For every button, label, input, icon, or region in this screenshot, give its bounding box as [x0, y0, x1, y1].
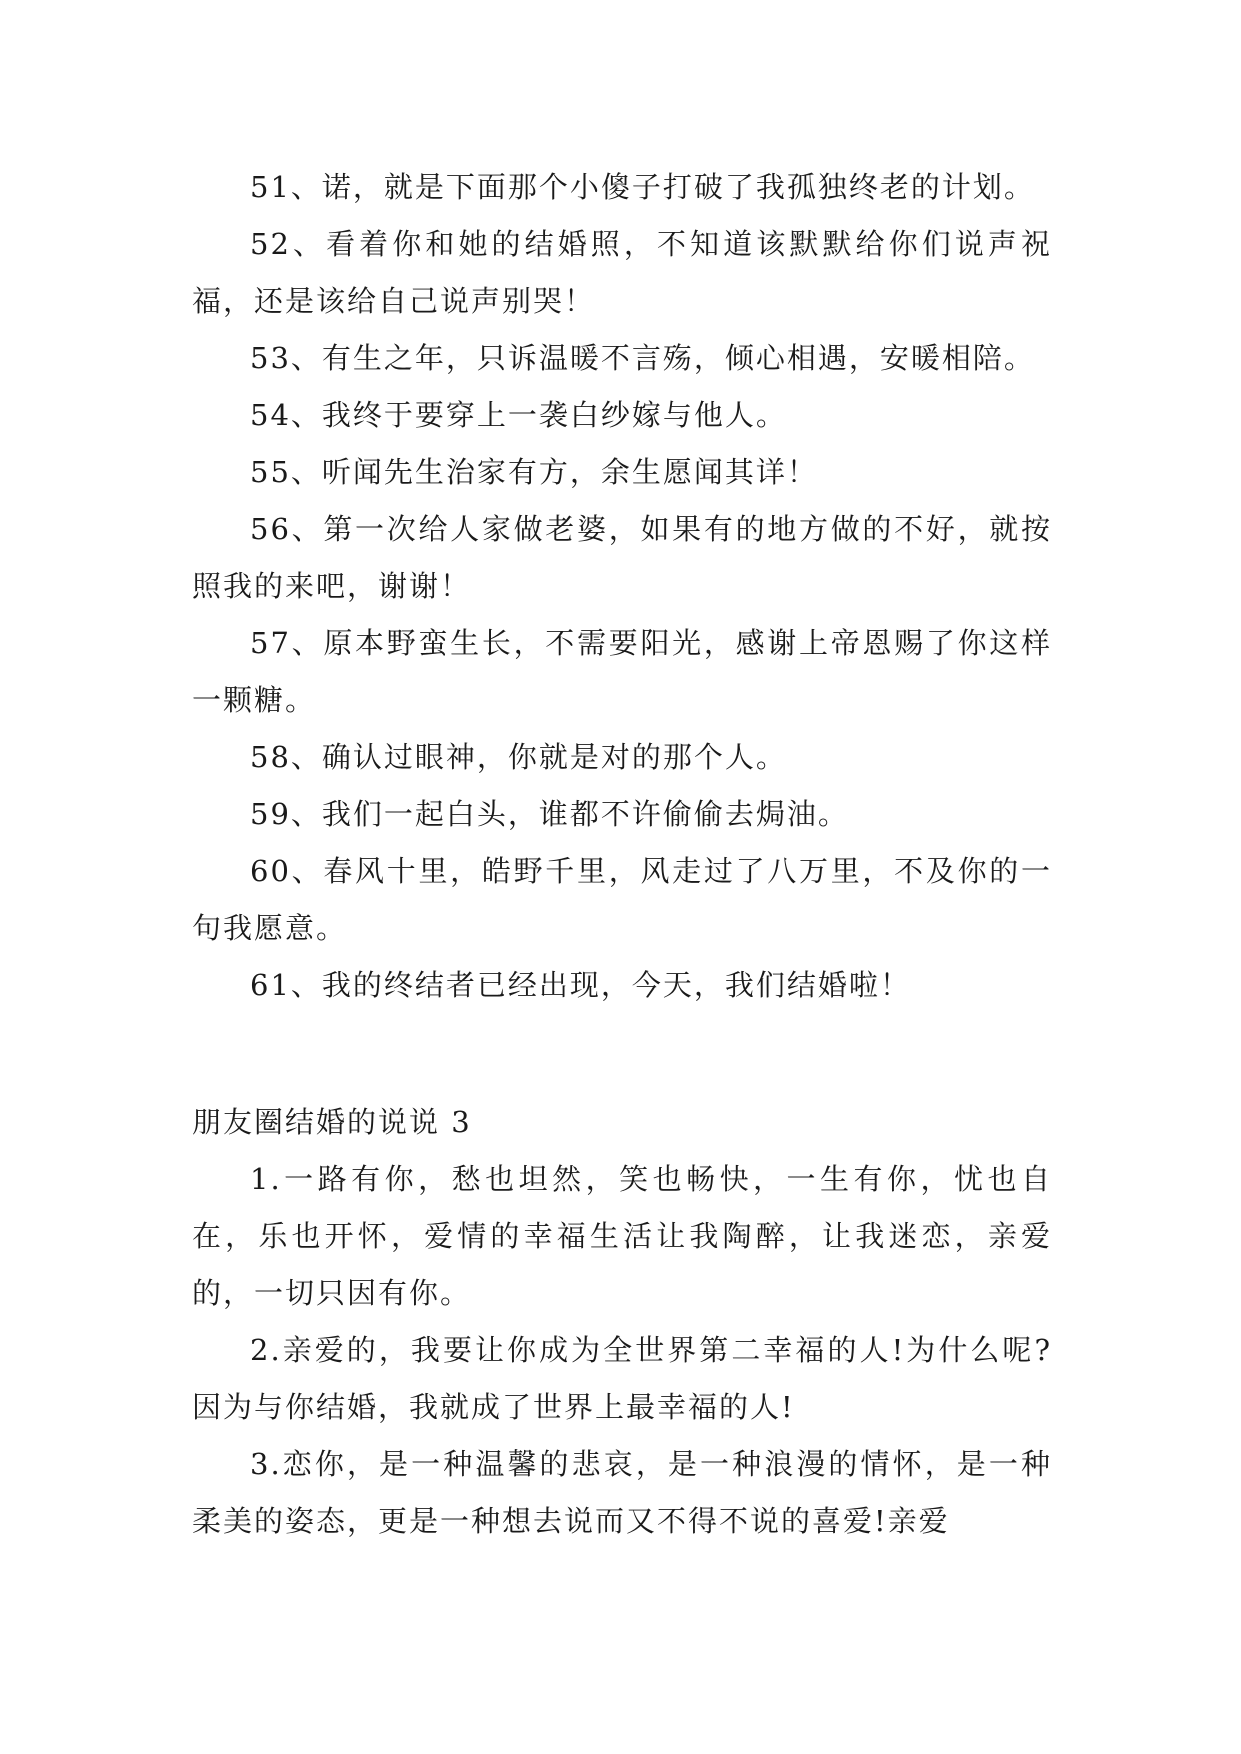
paragraph-56: 56、第一次给人家做老婆，如果有的地方做的不好，就按照我的来吧，谢谢！ [192, 512, 1052, 603]
paragraph-2: 2.亲爱的，我要让你成为全世界第二幸福的人!为什么呢?因为与你结婚，我就成了世界上最幸福的人! [192, 1333, 1052, 1424]
section-heading: 朋友圈结婚的说说 3 [192, 1105, 472, 1139]
paragraph-3: 3.恋你，是一种温馨的悲哀，是一种浪漫的情怀，是一种柔美的姿态，更是一种想去说而又不得不说的喜爱!亲爱 [192, 1447, 1052, 1538]
paragraph-list-1 [192, 159, 1052, 1014]
paragraph-59: 59、我们一起白头，谁都不许偷偷去焗油。 [250, 797, 849, 831]
paragraph-61: 61、我的终结者已经出现，今天，我们结婚啦！ [250, 968, 911, 1002]
paragraph-53: 53、有生之年，只诉温暖不言殇，倾心相遇，安暖相陪。 [250, 341, 1035, 375]
paragraph-list-2 [192, 1151, 1052, 1550]
paragraph-51: 51、诺，就是下面那个小傻子打破了我孤独终老的计划。 [250, 170, 1035, 204]
paragraph-57: 57、原本野蛮生长，不需要阳光，感谢上帝恩赐了你这样一颗糖。 [192, 626, 1052, 717]
paragraph-60: 60、春风十里，皓野千里，风走过了八万里，不及你的一句我愿意。 [192, 854, 1052, 945]
paragraph-55: 55、听闻先生治家有方，余生愿闻其详！ [250, 455, 818, 489]
paragraph-1: 1.一路有你，愁也坦然，笑也畅快，一生有你，忧也自在，乐也开怀，爱情的幸福生活让我陶醉，让我迷恋，亲爱的，一切只因有你。 [192, 1162, 1052, 1310]
paragraph-52: 52、看着你和她的结婚照，不知道该默默给你们说声祝福，还是该给自己说声别哭！ [192, 227, 1052, 318]
paragraph-54: 54、我终于要穿上一袭白纱嫁与他人。 [250, 398, 787, 432]
paragraph-58: 58、确认过眼神，你就是对的那个人。 [250, 740, 787, 774]
